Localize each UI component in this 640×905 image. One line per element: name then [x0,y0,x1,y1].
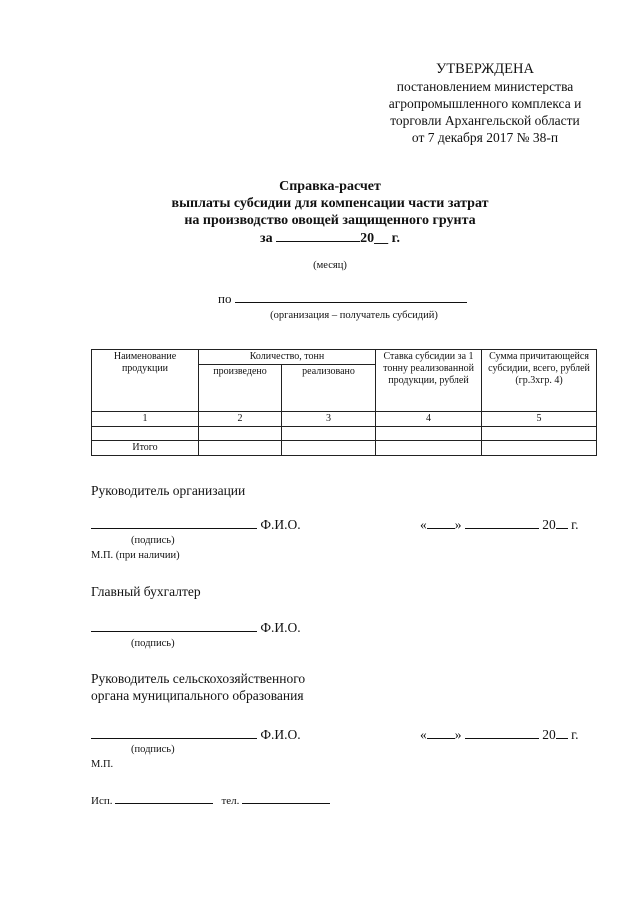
header-sum: Сумма причитающейся субсидии, всего, рублей (гр.3хгр. 4) [482,350,597,412]
table-cell[interactable] [376,427,482,441]
column-number: 5 [482,412,597,427]
table-total-row [92,441,597,456]
approval-block [360,61,610,146]
date-year: 20 [542,517,556,532]
date-quote-close: » [454,517,462,532]
head-label: Руководитель организации [91,483,246,498]
agri-fio: Ф.И.О. [260,727,301,742]
date-quote-close: » [454,727,462,742]
table-cell[interactable] [482,427,597,441]
accountant-label: Главный бухгалтер [91,584,201,599]
accountant-fio: Ф.И.О. [260,620,301,635]
date-quote-open: « [420,727,427,742]
document-title [80,178,580,247]
header-name: Наименование продукции [92,350,199,412]
table-cell[interactable] [282,441,376,456]
table-row [92,427,597,441]
title-line: Справка-расчет [279,179,381,194]
head-signature-field[interactable] [91,516,257,529]
approval-heading: УТВЕРЖДЕНА [436,61,534,77]
date-suffix: г. [571,517,579,532]
header-produced: произведено [199,365,282,412]
table-cell[interactable] [199,441,282,456]
title-line: выплаты субсидии для компенсации части затрат [171,196,489,211]
subsidy-table [91,349,597,456]
accountant-signature-caption: (подпись) [131,638,175,649]
table-cell[interactable] [92,427,199,441]
stamp: М.П. [91,759,114,770]
period-suffix: г. [391,231,400,246]
header-rate: Ставка субсидии за 1 тонну реализованной продукции, рублей [376,350,482,412]
approval-line: торговли Архангельской области [390,113,580,128]
head-fio: Ф.И.О. [260,517,301,532]
executor-label: Исп. [91,795,113,807]
table-cell[interactable] [482,441,597,456]
month-caption: (месяц) [313,260,347,271]
agri-head-line: органа муниципального образования [91,688,304,703]
head-date-day-field[interactable] [427,516,455,529]
table-cell[interactable] [376,441,482,456]
date-suffix: г. [571,727,579,742]
recipient-row [218,290,467,307]
executor-row [91,793,330,807]
table-cell[interactable] [199,427,282,441]
column-number: 2 [199,412,282,427]
approval-line: от 7 декабря 2017 № 38-п [411,130,559,145]
column-number: 1 [92,412,199,427]
accountant-signature-row [91,619,301,636]
header-sold: реализовано [282,365,376,412]
agri-date-row [420,726,579,743]
title-period [80,229,580,247]
accountant-signature-field[interactable] [91,619,257,632]
head-date-row [420,516,579,533]
phone-field[interactable] [242,793,330,804]
phone-label: тел. [221,795,240,807]
period-prefix: за [260,231,273,246]
agri-signature-caption: (подпись) [131,744,175,755]
agri-head-line: Руководитель сельскохозяйственного [91,671,306,686]
agri-head-label [91,670,305,704]
head-signature-row [91,516,301,533]
agri-signature-field[interactable] [91,726,257,739]
column-number: 4 [376,412,482,427]
stamp-if-any: М.П. (при наличии) [91,550,180,561]
table-number-row [92,412,597,427]
recipient-prefix: по [218,291,232,306]
table-cell[interactable] [282,427,376,441]
header-quantity: Количество, тонн [199,350,376,365]
period-year: 20__ [360,231,389,246]
head-signature-caption: (подпись) [131,535,175,546]
approval-line: постановлением министерства [396,79,574,94]
head-date-month-field[interactable] [465,516,539,529]
agri-date-month-field[interactable] [465,726,539,739]
column-number: 3 [282,412,376,427]
table-header-row [92,350,597,365]
recipient-caption: (организация – получатель субсидий) [270,310,438,321]
month-field[interactable] [276,229,360,242]
date-year: 20 [542,727,556,742]
agri-date-day-field[interactable] [427,726,455,739]
executor-field[interactable] [115,793,213,804]
date-quote-open: « [420,517,427,532]
total-label: Итого [92,441,199,456]
head-date-year-field[interactable] [556,516,568,529]
agri-date-year-field[interactable] [556,726,568,739]
agri-signature-row [91,726,301,743]
title-line: на производство овощей защищенного грунта [184,213,476,228]
recipient-field[interactable] [235,290,467,303]
approval-line: агропромышленного комплекса и [388,96,582,111]
